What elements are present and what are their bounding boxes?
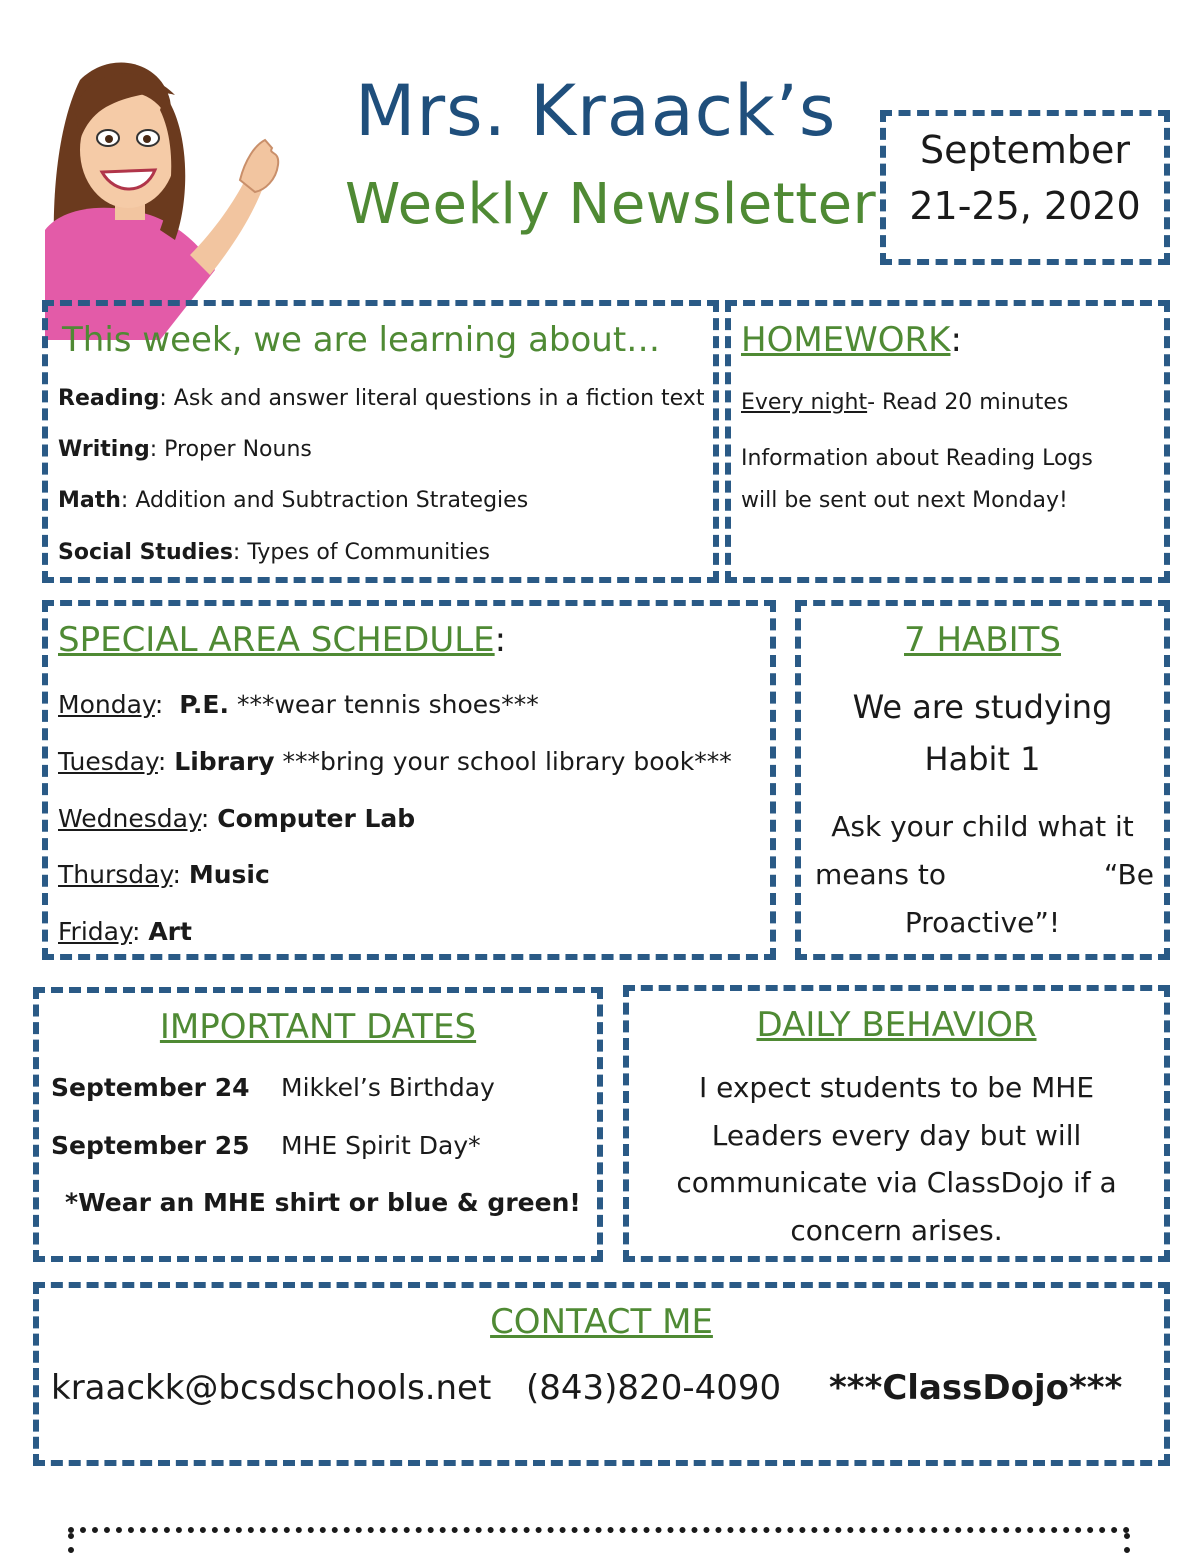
schedule-monday: Monday: P.E. ***wear tennis shoes*** [58,690,539,719]
subject-text: : Proper Nouns [149,437,312,462]
daily-behavior-section [623,985,1170,1262]
date-row-2-date: September 25 [51,1131,250,1160]
behavior-line-4: concern arises. [790,1214,1003,1247]
habits-heading: 7 HABITS [904,620,1061,660]
behavior-line-2: Leaders every day but will [711,1119,1082,1152]
schedule-thursday: Thursday: Music [58,860,270,889]
schedule-tuesday: Tuesday: Library ***bring your school library book*** [58,747,732,776]
schedule-friday: Friday: Art [58,917,192,946]
subject-label: Writing [58,437,150,462]
important-dates-heading: IMPORTANT DATES [159,1007,477,1047]
subject-text: : Types of Communities [232,540,490,565]
learning-section [42,300,719,583]
learning-item-social-studies [58,540,490,565]
homework-line-2: Information about Reading Logs [741,446,1093,471]
date-box [880,110,1170,265]
behavior-line-3: communicate via ClassDojo if a [676,1166,1117,1199]
date-row-1-event: Mikkel’s Birthday [281,1073,495,1102]
habits-line-3: Ask your child what it [831,810,1134,843]
habits-line-4a: means to [815,858,947,891]
date-range: 21-25, 2020 [909,184,1141,228]
subject-text: : Addition and Subtraction Strategies [120,488,529,513]
special-area-section [42,600,776,960]
habits-line-2: Habit 1 [924,740,1041,778]
subject-label: Social Studies [58,540,233,565]
newsletter-title-name: Mrs. Kraack’s [355,70,837,152]
habits-line-5: Proactive”! [904,906,1061,939]
bottom-dotted-divider-right-cap [1124,1533,1130,1553]
contact-email[interactable]: kraackk@bcsdschools.net [51,1368,492,1408]
behavior-line-1: I expect students to be MHE [698,1071,1095,1104]
homework-line-3: will be sent out next Monday! [741,488,1068,513]
learning-item-math [58,488,528,513]
bottom-dotted-divider [68,1527,1130,1533]
date-month: September [919,128,1131,172]
daily-behavior-heading: DAILY BEHAVIOR [756,1005,1037,1045]
schedule-wednesday: Wednesday: Computer Lab [58,804,416,833]
contact-phone: (843)820-4090 [526,1368,782,1408]
habits-line-4b: “Be [1103,858,1154,891]
learning-heading: This week, we are learning about… [62,320,661,360]
contact-section [33,1282,1170,1466]
contact-heading: CONTACT ME [490,1302,713,1342]
teacher-avatar-image [40,40,280,340]
homework-section [725,300,1170,583]
habits-line-1: We are studying [852,688,1113,726]
newsletter-title: Weekly Newsletter [345,172,877,237]
learning-item-reading [58,386,704,411]
subject-label: Math [58,488,121,513]
dates-note: *Wear an MHE shirt or blue & green! [65,1188,581,1217]
special-area-heading: SPECIAL AREA SCHEDULE: [58,620,507,660]
habits-section [795,600,1170,960]
subject-label: Reading [58,386,160,411]
homework-line-1: Every night- Read 20 minutes [741,390,1069,415]
homework-heading: HOMEWORK: [741,320,962,360]
important-dates-section [33,987,603,1262]
date-row-2-event: MHE Spirit Day* [281,1131,481,1160]
learning-item-writing [58,437,312,462]
date-row-1-date: September 24 [51,1073,250,1102]
bottom-dotted-divider-left-cap [68,1533,74,1553]
contact-app: ***ClassDojo*** [829,1368,1123,1408]
subject-text: : Ask and answer literal questions in a fiction text [159,386,705,411]
